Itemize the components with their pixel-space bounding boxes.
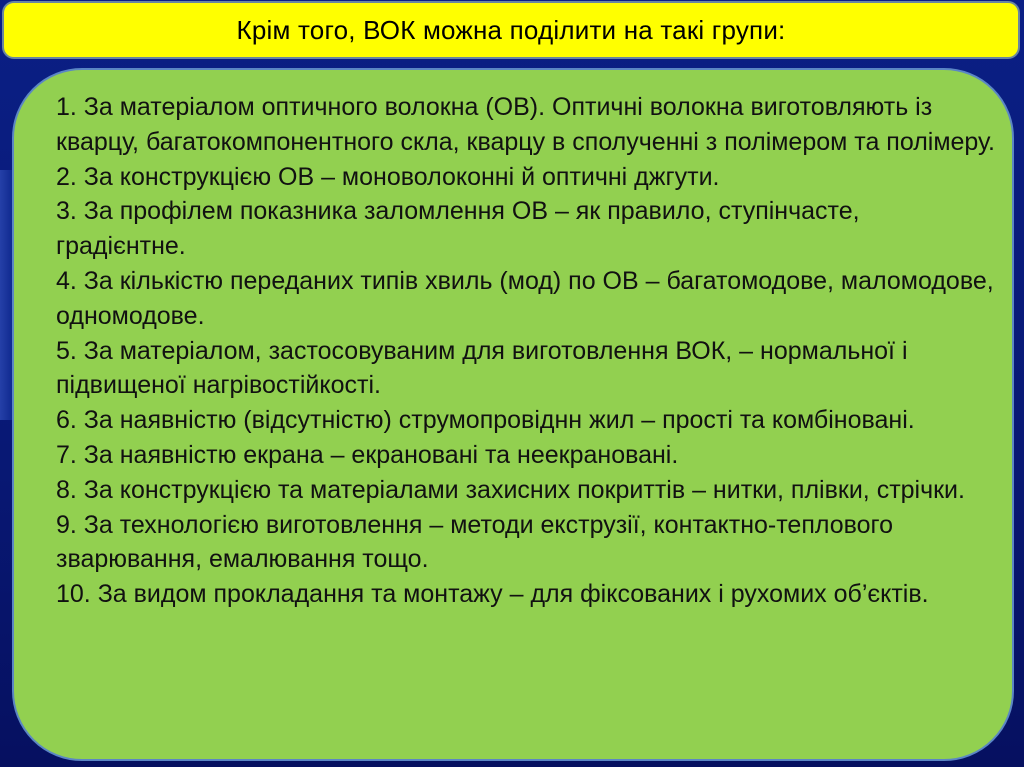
list-item: 9. За технологією виготовлення – методи екструзії, контактно-теплового зварювання, емалювання тощо. [56, 510, 894, 574]
list-item: 4. За кількістю переданих типів хвиль (мод) по ОВ – багатомодове, маломодове, одномодове. [56, 266, 994, 330]
list-item: 2. За конструкцією ОВ – моноволоконні й оптичні джгути. [56, 162, 720, 191]
list-item: 6. За наявністю (відсутністю) струмопровіднн жил – прості та комбіновані. [56, 406, 915, 435]
list-item: 3. За профілем показника заломлення ОВ – як правило, ступінчасте, градієнтне. [56, 197, 860, 261]
list-item: 5. За матеріалом, застосовуваним для виготовлення ВОК, – нормальної і підвищеної нагрівостійкості. [56, 336, 908, 400]
title-bar [2, 1, 1020, 59]
left-decorative-stripe [0, 170, 12, 420]
list-item: 1. За матеріалом оптичного волокна (ОВ). Оптичні волокна виготовляють із кварцу, багатокомпонентного скла, кварцу в сполученні з полімером та полімеру. [56, 93, 995, 156]
list-item: 7. За наявністю екрана – екрановані та неекрановані. [56, 440, 679, 469]
slide-title: Крім того, ВОК можна поділити на такі групи: [236, 14, 786, 45]
list-item: 8. За конструкцією та матеріалами захисних покриттів – нитки, плівки, стрічки. [56, 475, 965, 504]
list-item: 10. За видом прокладання та монтажу – для фіксованих і рухомих об’єктів. [56, 580, 929, 609]
classification-list [56, 90, 996, 612]
